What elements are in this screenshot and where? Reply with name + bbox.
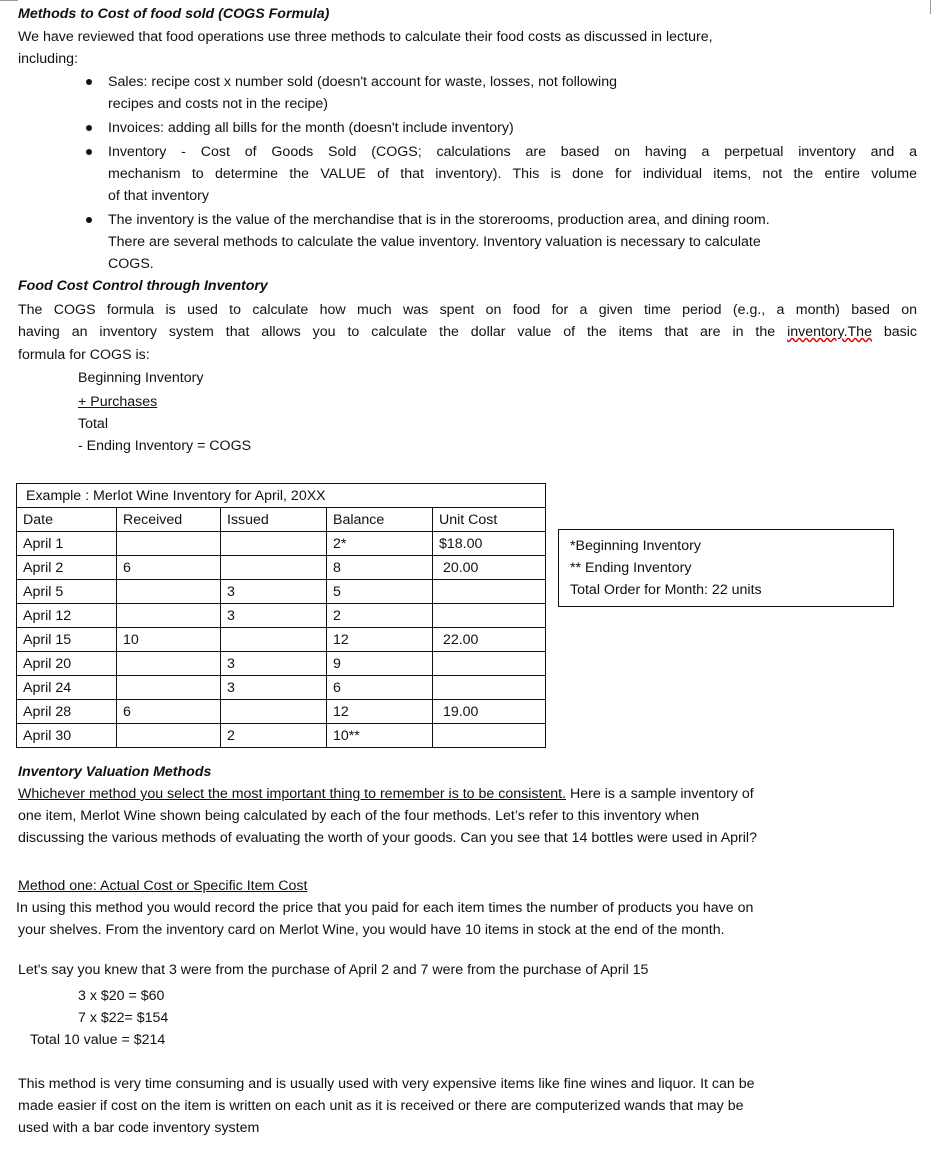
table-cell: 3: [221, 580, 327, 604]
table-cell: April 15: [17, 628, 117, 652]
table-cell: [117, 652, 221, 676]
bullet-text: The inventory is the value of the merchandise that is in the storerooms, production area, and dining room.: [108, 212, 770, 228]
table-cell: April 5: [17, 580, 117, 604]
calc-line: 7 x $22= $154: [78, 1010, 169, 1026]
table-row: [17, 724, 546, 748]
page-edge: [930, 0, 931, 14]
table-cell: 3: [221, 652, 327, 676]
table-row: [17, 628, 546, 652]
table-cell: [117, 532, 221, 556]
table-cell: 10**: [327, 724, 433, 748]
paragraph-line: [18, 785, 754, 803]
table-row: [17, 580, 546, 604]
bullet-text: mechanism to determine the VALUE of that inventory). This is done for individual items, not the entire volume: [108, 166, 917, 182]
paragraph-line: discussing the various methods of evaluating the worth of your goods. Can you see that 14 bottles were used in April?: [18, 830, 757, 846]
table-cell: 12: [327, 628, 433, 652]
table-cell: [221, 532, 327, 556]
paragraph-line: made easier if cost on the item is written on each unit as it is received or there are computerized wands that may be: [18, 1098, 744, 1114]
header-cell: Balance: [327, 508, 433, 532]
table-cell: 3: [221, 676, 327, 700]
section-title: Methods to Cost of food sold (COGS Formula): [18, 6, 330, 22]
method-title: Method one: Actual Cost or Specific Item Cost: [18, 878, 308, 894]
table-cell: 10: [117, 628, 221, 652]
header-cell: Received: [117, 508, 221, 532]
paragraph-line: one item, Merlot Wine shown being calculated by each of the four methods. Let’s refer to this inventory when: [18, 808, 700, 824]
formula-line: + Purchases: [78, 394, 158, 410]
text-span: having an inventory system that allows you to calculate the dollar value of the items that are in the: [18, 324, 788, 340]
table-cell: [117, 676, 221, 700]
table-row: [17, 604, 546, 628]
bullet-text: of that inventory: [108, 188, 209, 204]
table-cell: April 2: [17, 556, 117, 580]
legend-line: Total Order for Month: 22 units: [570, 582, 762, 598]
paragraph-line: The COGS formula is used to calculate how much was spent on food for a given time period (e.g., a month) based on: [18, 302, 917, 318]
inventory-table: [16, 483, 546, 748]
header-cell: Date: [17, 508, 117, 532]
table-cell: 12: [327, 700, 433, 724]
table-header-row: [17, 508, 546, 532]
table-cell: [433, 652, 546, 676]
emphasis-text: Whichever method you select the most important thing to remember is to be consistent.: [18, 786, 567, 802]
text-span: Here is a sample inventory of: [566, 786, 754, 802]
paragraph-line: This method is very time consuming and is usually used with very expensive items like fine wines and liquor. It can be: [18, 1076, 755, 1092]
table-row: [17, 676, 546, 700]
table-cell: 2: [327, 604, 433, 628]
table-cell: 20.00: [433, 556, 546, 580]
table-cell: [117, 604, 221, 628]
table-cell: [117, 724, 221, 748]
table-cell: 9: [327, 652, 433, 676]
paragraph-line: including:: [18, 51, 78, 67]
bullet-text: recipes and costs not in the recipe): [108, 96, 329, 112]
table-cell: 5: [327, 580, 433, 604]
table-cell: [221, 628, 327, 652]
bullet-text: COGS.: [108, 256, 154, 272]
paragraph-line: We have reviewed that food operations use three methods to calculate their food costs as discussed in lecture,: [18, 29, 713, 45]
bullet-text: Inventory - Cost of Goods Sold (COGS; calculations are based on having a perpetual inventory and a: [108, 144, 917, 160]
table-cell: [433, 604, 546, 628]
table-cell: [117, 580, 221, 604]
table-cell: $18.00: [433, 532, 546, 556]
table-cell: [433, 676, 546, 700]
table-cell: April 28: [17, 700, 117, 724]
paragraph-line: formula for COGS is:: [18, 347, 150, 363]
table-cell: 6: [117, 700, 221, 724]
table-caption: Example : Merlot Wine Inventory for April, 20XX: [17, 484, 546, 508]
table-row: [17, 652, 546, 676]
table-cell: [433, 724, 546, 748]
bullet-text: Invoices: adding all bills for the month (doesn't include inventory): [108, 120, 514, 136]
misspelled-word: inventory.The: [787, 324, 872, 340]
table-cell: 6: [117, 556, 221, 580]
paragraph-line: used with a bar code inventory system: [18, 1120, 260, 1136]
table-cell: 19.00: [433, 700, 546, 724]
table-cell: April 1: [17, 532, 117, 556]
table-cell: 8: [327, 556, 433, 580]
table-cell: [221, 700, 327, 724]
table-row: [17, 556, 546, 580]
table-cell: [221, 556, 327, 580]
paragraph-line: In using this method you would record the price that you paid for each item times the number of products you have on: [16, 900, 754, 916]
table-cell: April 30: [17, 724, 117, 748]
header-cell: Unit Cost: [433, 508, 546, 532]
bullet-text: There are several methods to calculate the value inventory. Inventory valuation is necessary to calculate: [108, 234, 761, 250]
section-title: Food Cost Control through Inventory: [18, 278, 268, 294]
table-row: [17, 532, 546, 556]
legend-line: *Beginning Inventory: [570, 538, 701, 554]
table-row: [17, 700, 546, 724]
table-cell: [433, 580, 546, 604]
table-cell: 2*: [327, 532, 433, 556]
paragraph-line: [18, 323, 917, 341]
table-cell: 3: [221, 604, 327, 628]
legend-line: ** Ending Inventory: [570, 560, 692, 576]
text-span: basic: [871, 324, 918, 340]
table-cell: April 24: [17, 676, 117, 700]
table-cell: 22.00: [433, 628, 546, 652]
table-cell: 2: [221, 724, 327, 748]
paragraph-line: your shelves. From the inventory card on Merlot Wine, you would have 10 items in stock at the end of the month.: [18, 922, 725, 938]
formula-line: Beginning Inventory: [78, 370, 204, 386]
bullet-icon: [86, 125, 92, 131]
formula-line: - Ending Inventory = COGS: [78, 438, 252, 454]
formula-line: Total: [78, 416, 108, 432]
bullet-icon: [86, 217, 92, 223]
bullet-icon: [86, 149, 92, 155]
section-title: Inventory Valuation Methods: [18, 764, 212, 780]
calc-line: 3 x $20 = $60: [78, 988, 165, 1004]
paragraph-line: Let's say you knew that 3 were from the purchase of April 2 and 7 were from the purchase of April 15: [18, 962, 649, 978]
legend-box: [558, 529, 894, 607]
table-cell: 6: [327, 676, 433, 700]
page-edge: [0, 0, 18, 1]
table-cell: April 12: [17, 604, 117, 628]
bullet-icon: [86, 79, 92, 85]
bullet-text: Sales: recipe cost x number sold (doesn't account for waste, losses, not following: [108, 74, 617, 90]
header-cell: Issued: [221, 508, 327, 532]
calc-line: Total 10 value = $214: [30, 1032, 166, 1048]
table-cell: April 20: [17, 652, 117, 676]
